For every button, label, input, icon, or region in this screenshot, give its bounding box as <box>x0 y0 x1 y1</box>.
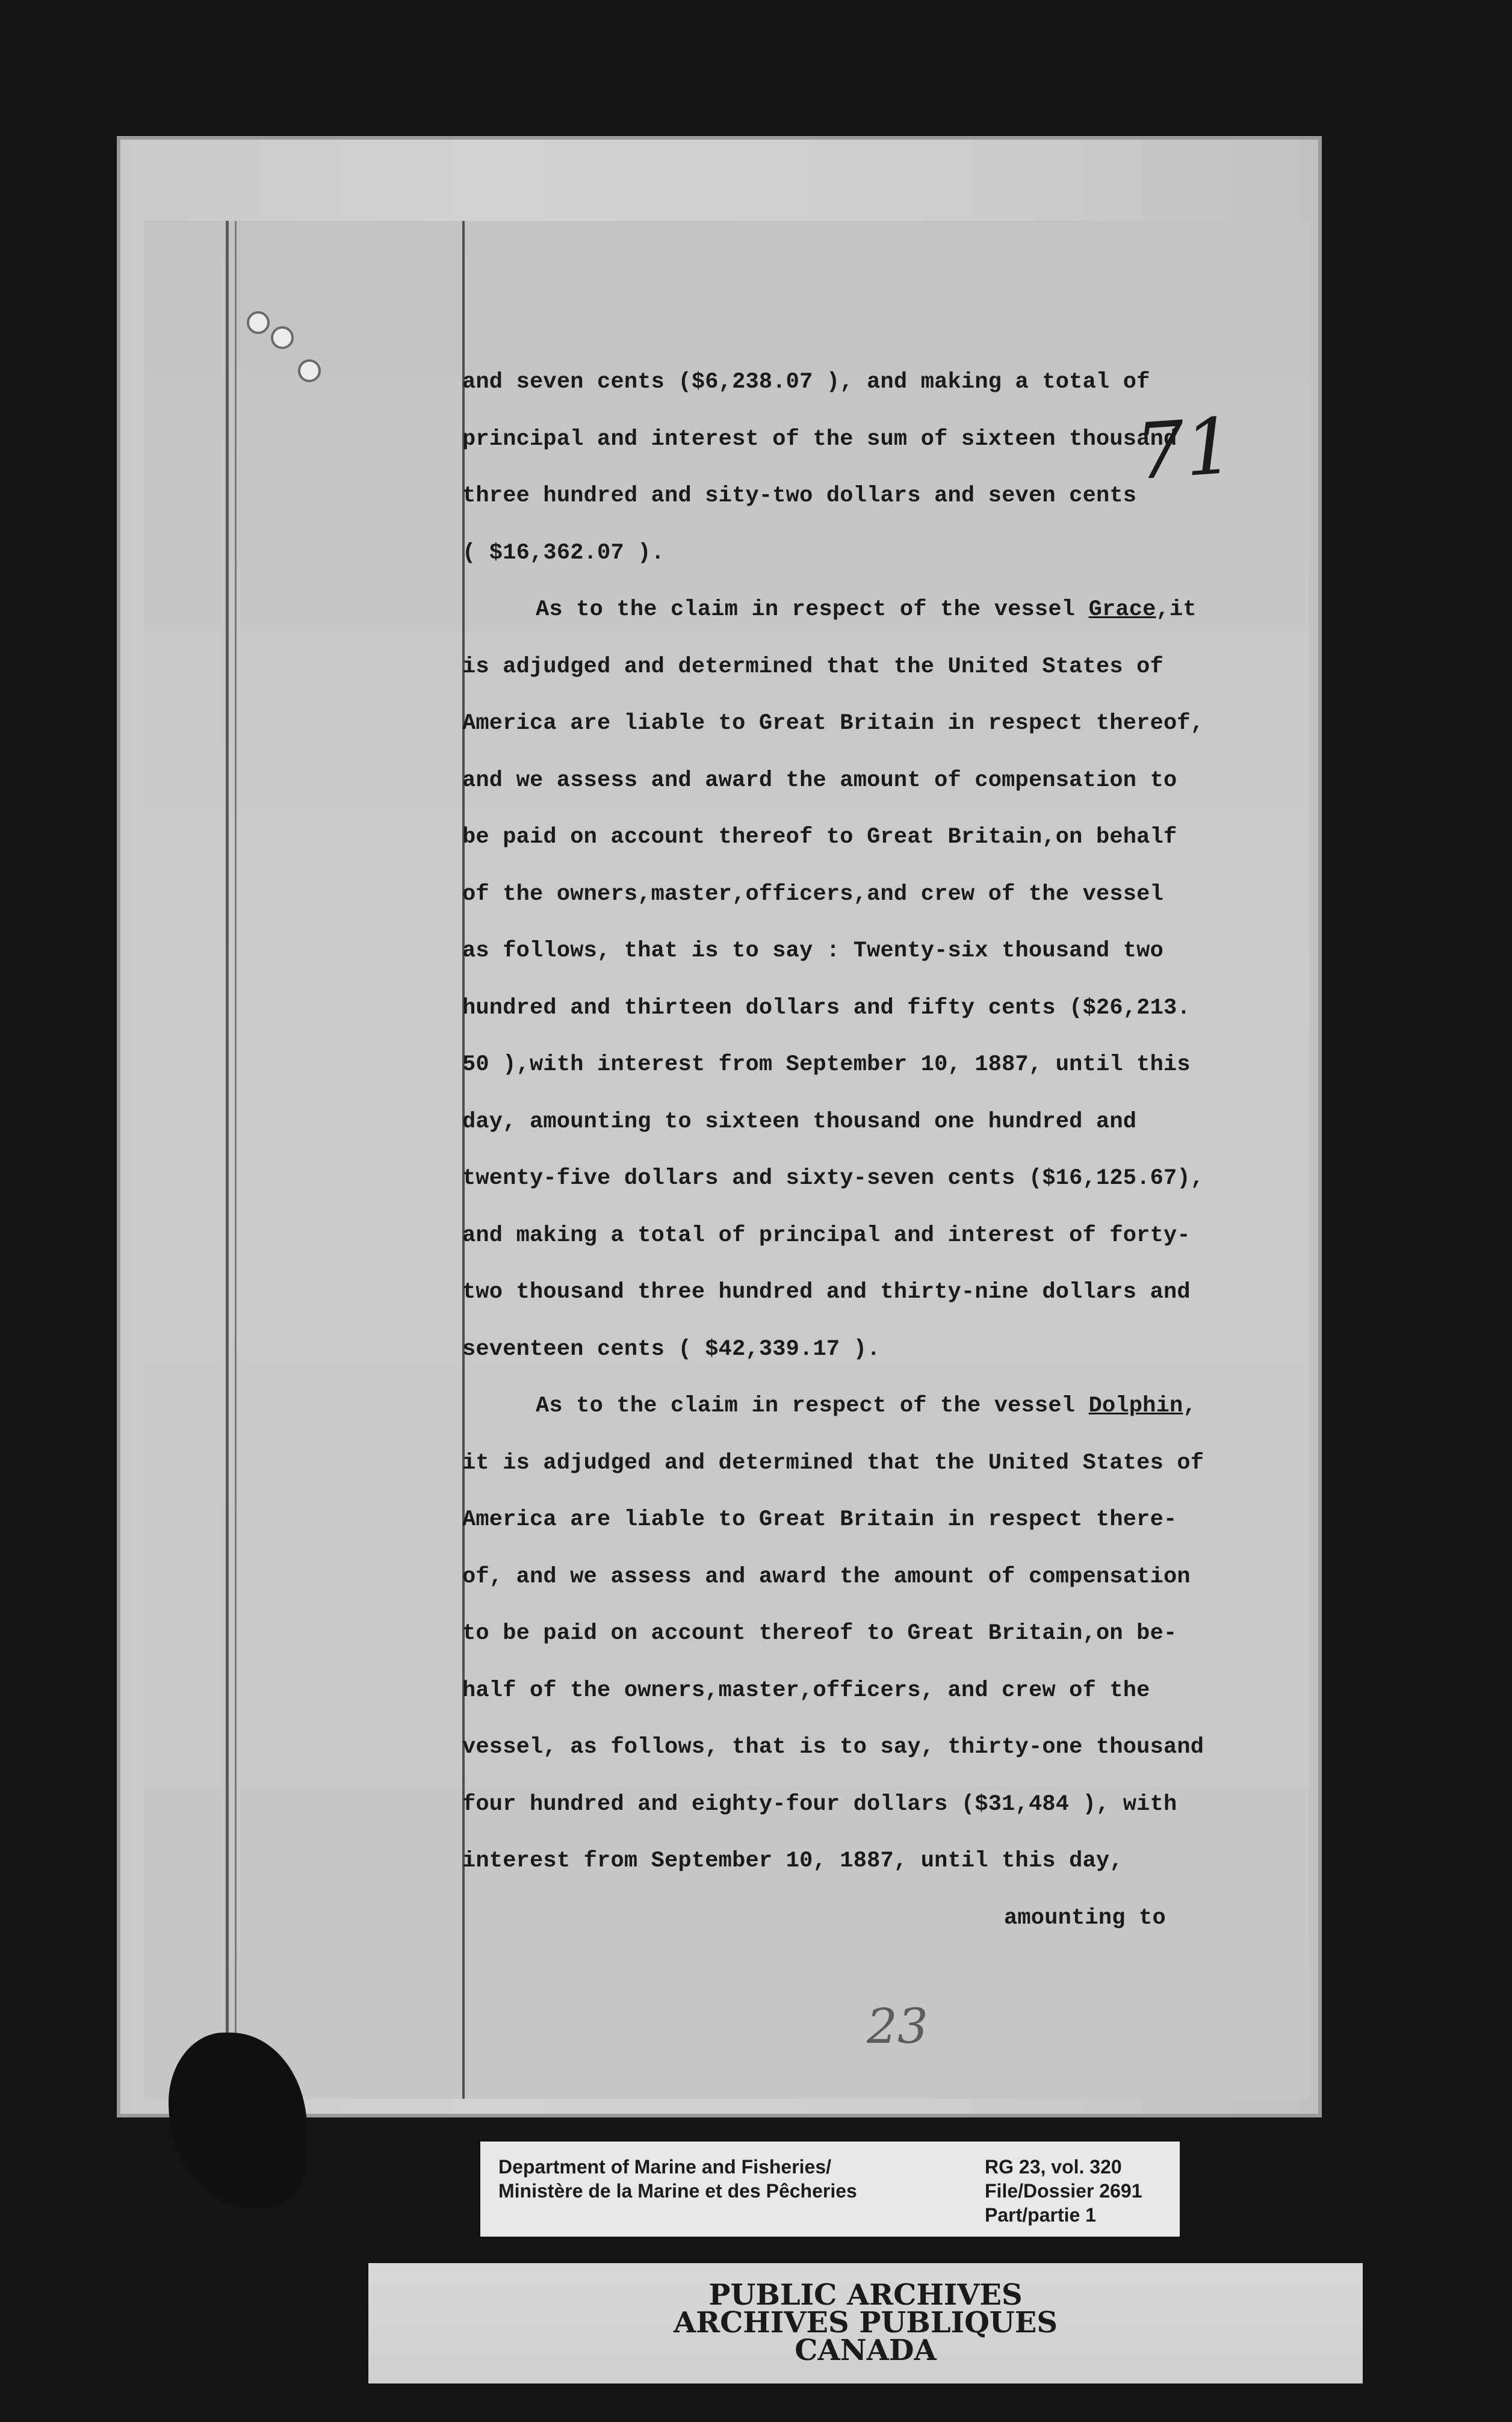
text-line: and seven cents ($6,238.07 ), and making a total of <box>462 370 1150 395</box>
text-line: interest from September 10, 1887, until this day, <box>462 1848 1123 1874</box>
ink-blot <box>169 2033 307 2207</box>
text-line: ( $16,362.07 ). <box>462 540 665 566</box>
archive-citation-label <box>480 2142 1180 2237</box>
typed-body-text <box>462 354 1281 1947</box>
vessel-name: Grace <box>1088 597 1156 622</box>
text-line: vessel, as follows, that is to say, thirty-one thousand <box>462 1735 1204 1760</box>
text-line: of, and we assess and award the amount of compensation <box>462 1564 1191 1590</box>
pencil-folio-number: 23 <box>867 1998 928 2054</box>
label-reference <box>985 2155 1142 2227</box>
label-line: Ministère de la Marine et des Pêcheries <box>498 2180 857 2202</box>
page-number: 71 <box>1133 401 1237 498</box>
text-line: four hundred and eighty-four dollars ($31,484 ), with <box>462 1791 1177 1817</box>
label-line: Department of Marine and Fisheries/ <box>498 2156 832 2178</box>
text-line: amounting to <box>1004 1905 1166 1931</box>
text-line: be paid on account thereof to Great Britain,on behalf <box>462 825 1177 850</box>
text-line: America are liable to Great Britain in respect there- <box>462 1507 1177 1532</box>
punch-hole <box>298 359 321 382</box>
text-line: As to the claim in respect of the vessel Dolphin, <box>536 1393 1197 1419</box>
text-line: half of the owners,master,officers, and crew of the <box>462 1677 1150 1703</box>
text-line: two thousand three hundred and thirty-nine dollars and <box>462 1280 1191 1305</box>
text-line: is adjudged and determined that the United States of <box>462 654 1163 680</box>
stamp-line: PUBLIC ARCHIVES <box>708 2278 1023 2312</box>
text-line: As to the claim in respect of the vessel Grace,it <box>536 597 1197 622</box>
text-line: it is adjudged and determined that the United States of <box>462 1450 1204 1476</box>
text-line: and we assess and award the amount of compensation to <box>462 767 1177 793</box>
text-line: and making a total of principal and interest of forty- <box>462 1222 1191 1248</box>
text-line: America are liable to Great Britain in respect thereof, <box>462 711 1204 736</box>
text-line: seventeen cents ( $42,339.17 ). <box>462 1336 881 1362</box>
margin-rule <box>235 221 237 2099</box>
label-department <box>498 2155 857 2203</box>
text-line: principal and interest of the sum of sixteen thousand <box>462 426 1177 452</box>
stamp-line: ARCHIVES PUBLIQUES <box>674 2306 1058 2340</box>
vessel-name: Dolphin <box>1088 1393 1183 1419</box>
text-line: twenty-five dollars and sixty-seven cents ($16,125.67), <box>462 1166 1204 1191</box>
margin-rule <box>226 221 229 2099</box>
text-line: of the owners,master,officers,and crew of the vessel <box>462 881 1163 907</box>
punch-hole <box>247 311 270 334</box>
punch-hole <box>271 326 294 349</box>
public-archives-stamp <box>368 2263 1363 2383</box>
label-line: RG 23, vol. 320 <box>985 2156 1122 2178</box>
text-line: day, amounting to sixteen thousand one hundred and <box>462 1109 1137 1135</box>
text-line: three hundred and sity-two dollars and seven cents <box>462 483 1137 509</box>
text-line: 50 ),with interest from September 10, 1887, until this <box>462 1052 1191 1077</box>
text-line: as follows, that is to say : Twenty-six thousand two <box>462 938 1163 964</box>
label-line: File/Dossier 2691 <box>985 2180 1142 2202</box>
stamp-line: CANADA <box>795 2334 937 2367</box>
text-line: hundred and thirteen dollars and fifty cents ($26,213. <box>462 995 1191 1021</box>
label-line: Part/partie 1 <box>985 2204 1096 2226</box>
text-line: to be paid on account thereof to Great Britain,on be- <box>462 1621 1177 1646</box>
